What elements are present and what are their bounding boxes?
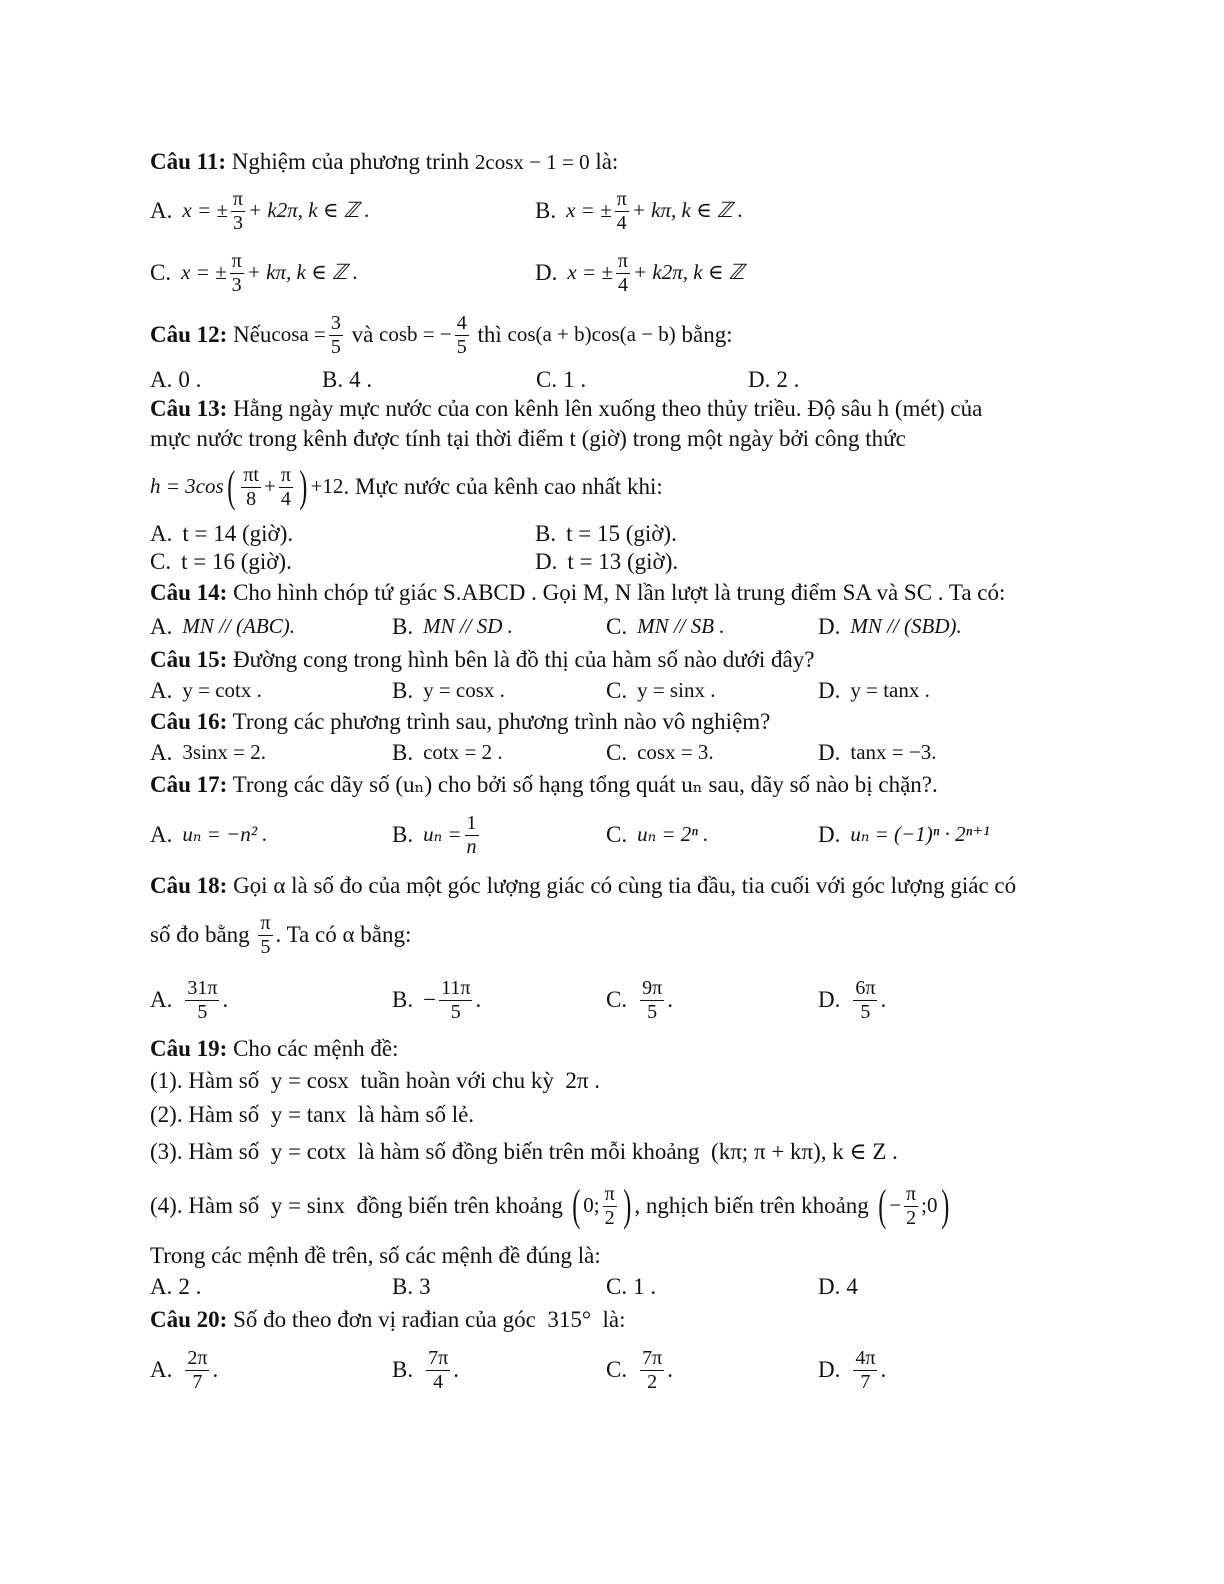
- option-c[interactable]: C. cosx = 3.: [606, 740, 714, 766]
- right-paren: ): [299, 462, 308, 511]
- option-c[interactable]: C. $\frac{7\pi}{2}$ .: [606, 1346, 673, 1393]
- option-c[interactable]: C. x = ± $\frac{\pi}{3}$ + kπ, k ∈ ℤ .: [150, 249, 358, 296]
- option-b[interactable]: B. y = cosx .: [392, 678, 505, 704]
- question-16: Câu 16: Trong các phương trình sau, phương trình nào vô nghiệm? A. 3sinx = 2. B. cotx = 2 . C. cosx = 3. D. tanx = −3.: [150, 706, 1140, 768]
- question-12-stem: Câu 12: Nếu cosa = $\frac{3}{5}$ và cosb = − $\frac{4}{5}$ thì cos(a + b)cos(a − b) bằng:: [150, 311, 733, 358]
- option-d[interactable]: D. uₙ = (−1)ⁿ · 2ⁿ⁺¹: [818, 822, 990, 848]
- option-a[interactable]: A. 0 .: [150, 367, 202, 393]
- question-14: Câu 14: Cho hình chóp tứ giác S.ABCD . Gọi M, N lần lượt là trung điểm SA và SC . Ta có: A. MN // (ABC). B. MN // SD . C. MN // SB . D. MN // (SBD).: [150, 576, 1140, 644]
- statement-3: (3). Hàm số y = cotx là hàm số đồng biến trên mỗi khoảng (kπ; π + kπ), k ∈ Z .: [150, 1139, 898, 1164]
- option-a[interactable]: A. 2 .: [150, 1274, 202, 1300]
- option-b[interactable]: B. 3: [392, 1274, 431, 1300]
- question-15: Câu 15: Đường cong trong hình bên là đồ thị của hàm số nào dưới đây? A. y = cotx . B. y = cosx . C. y = sinx . D. y = tanx .: [150, 644, 1140, 706]
- formula: h = 3cos ( $\frac{\pi t}{8}$ + $\frac{\pi}{4}$ ) +12 . Mực nước của kênh cao nhất khi:: [150, 462, 663, 511]
- option-c[interactable]: C. 1 .: [536, 367, 587, 393]
- fraction: $\frac{\pi}{4}$: [617, 249, 629, 296]
- statement-2: (2). Hàm số y = tanx là hàm số lẻ.: [150, 1102, 475, 1127]
- statement-1: (1). Hàm số y = cosx tuần hoàn với chu kỳ 2π .: [150, 1068, 601, 1093]
- statement-4: (4). Hàm số y = sinx đồng biến trên khoảng ( 0; $\frac{\pi}{2}$ ) , nghịch biến trên khoảng ( − $\frac{\pi}{2}$ ;0 ): [150, 1181, 949, 1230]
- option-c[interactable]: C. uₙ = 2ⁿ .: [606, 822, 709, 848]
- question-12-options: [150, 366, 1140, 394]
- option-a[interactable]: A. y = cotx .: [150, 678, 262, 704]
- option-b[interactable]: B. cotx = 2 .: [392, 740, 503, 766]
- left-paren: (: [226, 462, 236, 511]
- option-a[interactable]: A. uₙ = −n² .: [150, 822, 268, 848]
- option-b[interactable]: B. x = ± $\frac{\pi}{4}$ + kπ, k ∈ ℤ .: [535, 187, 743, 234]
- question-12: [150, 304, 1140, 394]
- option-d[interactable]: D. 4: [818, 1274, 858, 1300]
- option-a[interactable]: A. MN // (ABC).: [150, 614, 295, 640]
- option-d[interactable]: D. $\frac{6\pi}{5}$ .: [818, 976, 887, 1023]
- question-19: Câu 19: Cho các mệnh đề: (1). Hàm số y = cosx tuần hoàn với chu kỳ 2π . (2). Hàm số y = tanx là hàm số lẻ. (3). Hàm số y = cotx là hàm số đồng biến trên mỗi khoảng (kπ; π + kπ), k ∈ Z . (4). Hàm số y = sinx đồng biến trên khoảng ( 0; $\frac{\pi}{2}$ ) , nghịch biến trên khoảng ( − $\frac{\pi}{2}$ ;0 ) Trong các mệnh đề trên, số các mệnh đề đúng là: A. 2 . B. 3 C. 1 . D. 4: [150, 1034, 1140, 1302]
- fraction: $\frac{3}{5}$: [330, 311, 341, 358]
- option-d[interactable]: D. $\frac{4\pi}{7}$ .: [818, 1346, 887, 1393]
- question-11-options: [150, 180, 1140, 304]
- question-20: Câu 20: Số đo theo đơn vị rađian của góc 315° là: A. $\frac{2\pi}{7}$ . B. $\frac{7\pi}{4}$ . C. $\frac{7\pi}{2}$ . D. $\frac{4\pi}{7}$ .: [150, 1302, 1140, 1402]
- option-d[interactable]: D. MN // (SBD).: [818, 614, 962, 640]
- option-a[interactable]: A. 3sinx = 2.: [150, 740, 266, 766]
- exam-page: [150, 140, 1140, 1402]
- question-11-stem: Câu 11: Nghiệm của phương trinh 2cosx − 1 = 0 là:: [150, 149, 619, 174]
- option-d[interactable]: D. tanx = −3.: [818, 740, 937, 766]
- question-17: Câu 17: Trong các dãy số (uₙ) cho bởi số hạng tổng quát uₙ sau, dãy số nào bị chặn?. A. uₙ = −n² . B. uₙ = $\frac{1}{n}$ C. uₙ = 2ⁿ . D. uₙ = (−1)ⁿ · 2ⁿ⁺¹: [150, 768, 1140, 868]
- option-d[interactable]: D. t = 13 (giờ).: [535, 549, 679, 575]
- option-b[interactable]: B. $\frac{7\pi}{4}$ .: [392, 1346, 459, 1393]
- question-13: Câu 13: Hằng ngày mực nước của con kênh lên xuống theo thủy triều. Độ sâu h (mét) của mực nước trong kênh được tính tại thời điểm t (giờ) trong một ngày bởi công thức h = 3cos ( $\frac{\pi t}{8}$ + $\frac{\pi}{4}$ ) +12 . Mực nước của kênh cao nhất khi: A. t = 14 (giờ). B. t = 15 (giờ). C. t = 16 (giờ). D. t = 13 (giờ).: [150, 394, 1140, 576]
- option-b[interactable]: B. MN // SD .: [392, 614, 513, 640]
- option-a[interactable]: A. t = 14 (giờ).: [150, 521, 294, 547]
- option-d[interactable]: D. 2 .: [748, 367, 800, 393]
- option-c[interactable]: C. 1 .: [606, 1274, 657, 1300]
- option-a[interactable]: A. $\frac{31\pi}{5}$ .: [150, 976, 229, 1023]
- option-d[interactable]: D. x = ± $\frac{\pi}{4}$ + k2π, k ∈ ℤ: [535, 249, 745, 296]
- equation: 2cosx − 1 = 0: [474, 150, 590, 174]
- option-c[interactable]: C. t = 16 (giờ).: [150, 549, 292, 575]
- option-a[interactable]: A. x = ± $\frac{\pi}{3}$ + k2π, k ∈ ℤ .: [150, 187, 370, 234]
- question-18: Câu 18: Gọi α là số đo của một góc lượng giác có cùng tia đầu, tia cuối với góc lượng giác có số đo bằng $\frac{\pi}{5}$ . Ta có α bằng: A. $\frac{31\pi}{5}$ . B. − $\frac{11\pi}{5}$ . C. $\frac{9\pi}{5}$ . D. $\frac{6\pi}{5}$ .: [150, 868, 1140, 1034]
- option-c[interactable]: C. y = sinx .: [606, 678, 716, 704]
- option-b[interactable]: B. 4 .: [322, 367, 373, 393]
- option-b[interactable]: B. uₙ = $\frac{1}{n}$: [392, 811, 477, 858]
- option-c[interactable]: C. $\frac{9\pi}{5}$ .: [606, 976, 673, 1023]
- question-number: Câu 11:: [150, 149, 227, 174]
- fraction: $\frac{\pi}{3}$: [232, 187, 244, 234]
- option-c[interactable]: C. MN // SB .: [606, 614, 725, 640]
- fraction: $\frac{4}{5}$: [456, 311, 467, 358]
- fraction: $\frac{\pi}{4}$: [616, 187, 627, 234]
- option-a[interactable]: A. $\frac{2\pi}{7}$ .: [150, 1346, 219, 1393]
- option-b[interactable]: B. t = 15 (giờ).: [535, 521, 677, 547]
- fraction: $\frac{\pi}{3}$: [231, 249, 242, 296]
- question-11: [150, 144, 1140, 304]
- option-b[interactable]: B. − $\frac{11\pi}{5}$ .: [392, 976, 482, 1023]
- option-d[interactable]: D. y = tanx .: [818, 678, 930, 704]
